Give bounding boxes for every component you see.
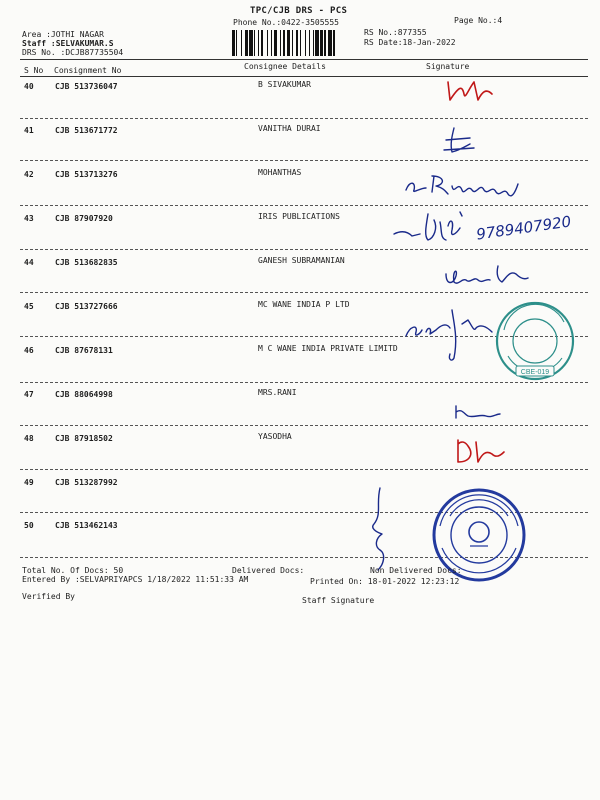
- row-consignment: CJB 513713276: [55, 170, 118, 179]
- column-header-consignee: Consignee Details: [244, 62, 326, 71]
- barcode-bar: [328, 30, 332, 56]
- row-consignment: CJB 87678131: [55, 346, 113, 355]
- green-stamp-code: CBE-019: [520, 369, 550, 376]
- non-delivered-docs: Non Delivered Docs:: [370, 566, 462, 575]
- barcode-bar: [232, 30, 235, 56]
- row-sno: 45: [24, 302, 34, 311]
- row-consignment: CJB 513727666: [55, 302, 118, 311]
- barcode-bar: [267, 30, 268, 56]
- column-header-signature: Signature: [426, 62, 470, 71]
- barcode-bar: [245, 30, 248, 56]
- handwritten-phone-number: 9789407920: [475, 212, 573, 244]
- signature-row-49-50: [366, 484, 406, 574]
- page-number: Page No.:4: [454, 16, 503, 25]
- signature-row-43: [390, 208, 470, 248]
- row-sno: 49: [24, 478, 34, 487]
- column-header-consignment: Consignment No: [54, 66, 122, 75]
- barcode-bar: [249, 30, 253, 56]
- row-consignment: CJB 513671772: [55, 126, 118, 135]
- row-consignee: IRIS PUBLICATIONS: [258, 212, 340, 221]
- phone-number: Phone No.:0422-3505555: [233, 18, 339, 27]
- barcode-bar: [300, 30, 301, 56]
- barcode-bar: [315, 30, 319, 56]
- row-sno: 42: [24, 170, 34, 179]
- row-consignment: CJB 87918502: [55, 434, 113, 443]
- delivered-docs: Delivered Docs:: [232, 566, 305, 575]
- column-header-divider: [20, 76, 588, 77]
- row-divider: [20, 382, 588, 383]
- barcode-bar: [333, 30, 334, 56]
- row-consignment: CJB 513287992: [55, 478, 118, 487]
- row-sno: 44: [24, 258, 34, 267]
- verified-by-label: Verified By: [22, 592, 75, 601]
- row-consignee: MC WANE INDIA P LTD: [258, 300, 350, 309]
- barcode-bar: [324, 30, 325, 56]
- barcode-bar: [271, 30, 272, 56]
- barcode-bar: [236, 30, 237, 56]
- row-sno: 46: [24, 346, 34, 355]
- signature-row-42: [400, 172, 540, 202]
- rs-number: RS No.:877355: [364, 28, 427, 37]
- barcode-bar: [296, 30, 299, 56]
- signature-row-40: [440, 76, 500, 106]
- signature-row-48: [450, 436, 510, 466]
- row-sno: 40: [24, 82, 34, 91]
- row-divider: [20, 249, 588, 250]
- report-title: TPC/CJB DRS - PCS: [250, 6, 348, 16]
- barcode-bar: [287, 30, 291, 56]
- row-sno: 43: [24, 214, 34, 223]
- row-divider: [20, 425, 588, 426]
- row-divider: [20, 160, 588, 161]
- rs-date: RS Date:18-Jan-2022: [364, 38, 456, 47]
- row-sno: 41: [24, 126, 34, 135]
- barcode-bar: [292, 30, 293, 56]
- drs-number: DRS No. :DCJB87735504: [22, 48, 124, 57]
- row-consignee: M C WANE INDIA PRIVATE LIMITD: [258, 344, 398, 353]
- entered-by: Entered By :SELVAPRIYAPCS 1/18/2022 11:51:33 AM: [22, 575, 249, 584]
- barcode-bar: [274, 30, 278, 56]
- row-consignee: YASODHA: [258, 432, 292, 441]
- row-consignee: GANESH SUBRAMANIAN: [258, 256, 345, 265]
- row-consignee: MOHANTHAS: [258, 168, 302, 177]
- barcode-bar: [305, 30, 306, 56]
- signature-row-41: [440, 124, 500, 156]
- row-consignment: CJB 88064998: [55, 390, 113, 399]
- barcode-bar: [258, 30, 259, 56]
- row-sno: 48: [24, 434, 34, 443]
- barcode-bar: [320, 30, 323, 56]
- row-sno: 47: [24, 390, 34, 399]
- row-consignee: VANITHA DURAI: [258, 124, 321, 133]
- row-divider: [20, 469, 588, 470]
- staff-label: Staff :SELVAKUMAR.S: [22, 39, 114, 48]
- row-divider: [20, 118, 588, 119]
- total-docs: Total No. Of Docs: 50: [22, 566, 124, 575]
- printed-on: Printed On: 18-01-2022 12:23:12: [310, 577, 460, 586]
- row-consignment: CJB 513682835: [55, 258, 118, 267]
- barcode-bar: [313, 30, 314, 56]
- barcode-bar: [254, 30, 255, 56]
- row-sno: 50: [24, 521, 34, 530]
- barcode: [232, 30, 364, 56]
- row-consignment: CJB 513736047: [55, 82, 118, 91]
- area-label: Area :JOTHI NAGAR: [22, 30, 104, 39]
- green-company-stamp: [494, 300, 576, 382]
- barcode-bar: [283, 30, 286, 56]
- signature-row-45-46: [400, 306, 500, 366]
- row-consignee: MRS.RANI: [258, 388, 297, 397]
- signature-row-47: [452, 402, 502, 422]
- barcode-bar: [280, 30, 281, 56]
- row-consignment: CJB 87907920: [55, 214, 113, 223]
- row-divider: [20, 205, 588, 206]
- barcode-bar: [241, 30, 242, 56]
- row-consignment: CJB 513462143: [55, 521, 118, 530]
- column-header-sno: S No: [24, 66, 44, 75]
- staff-signature-label: Staff Signature: [302, 596, 375, 605]
- row-consignee: B SIVAKUMAR: [258, 80, 311, 89]
- header-divider: [20, 59, 588, 60]
- barcode-bar: [309, 30, 310, 56]
- barcode-bar: [261, 30, 264, 56]
- signature-row-44: [440, 260, 530, 290]
- row-divider: [20, 292, 588, 293]
